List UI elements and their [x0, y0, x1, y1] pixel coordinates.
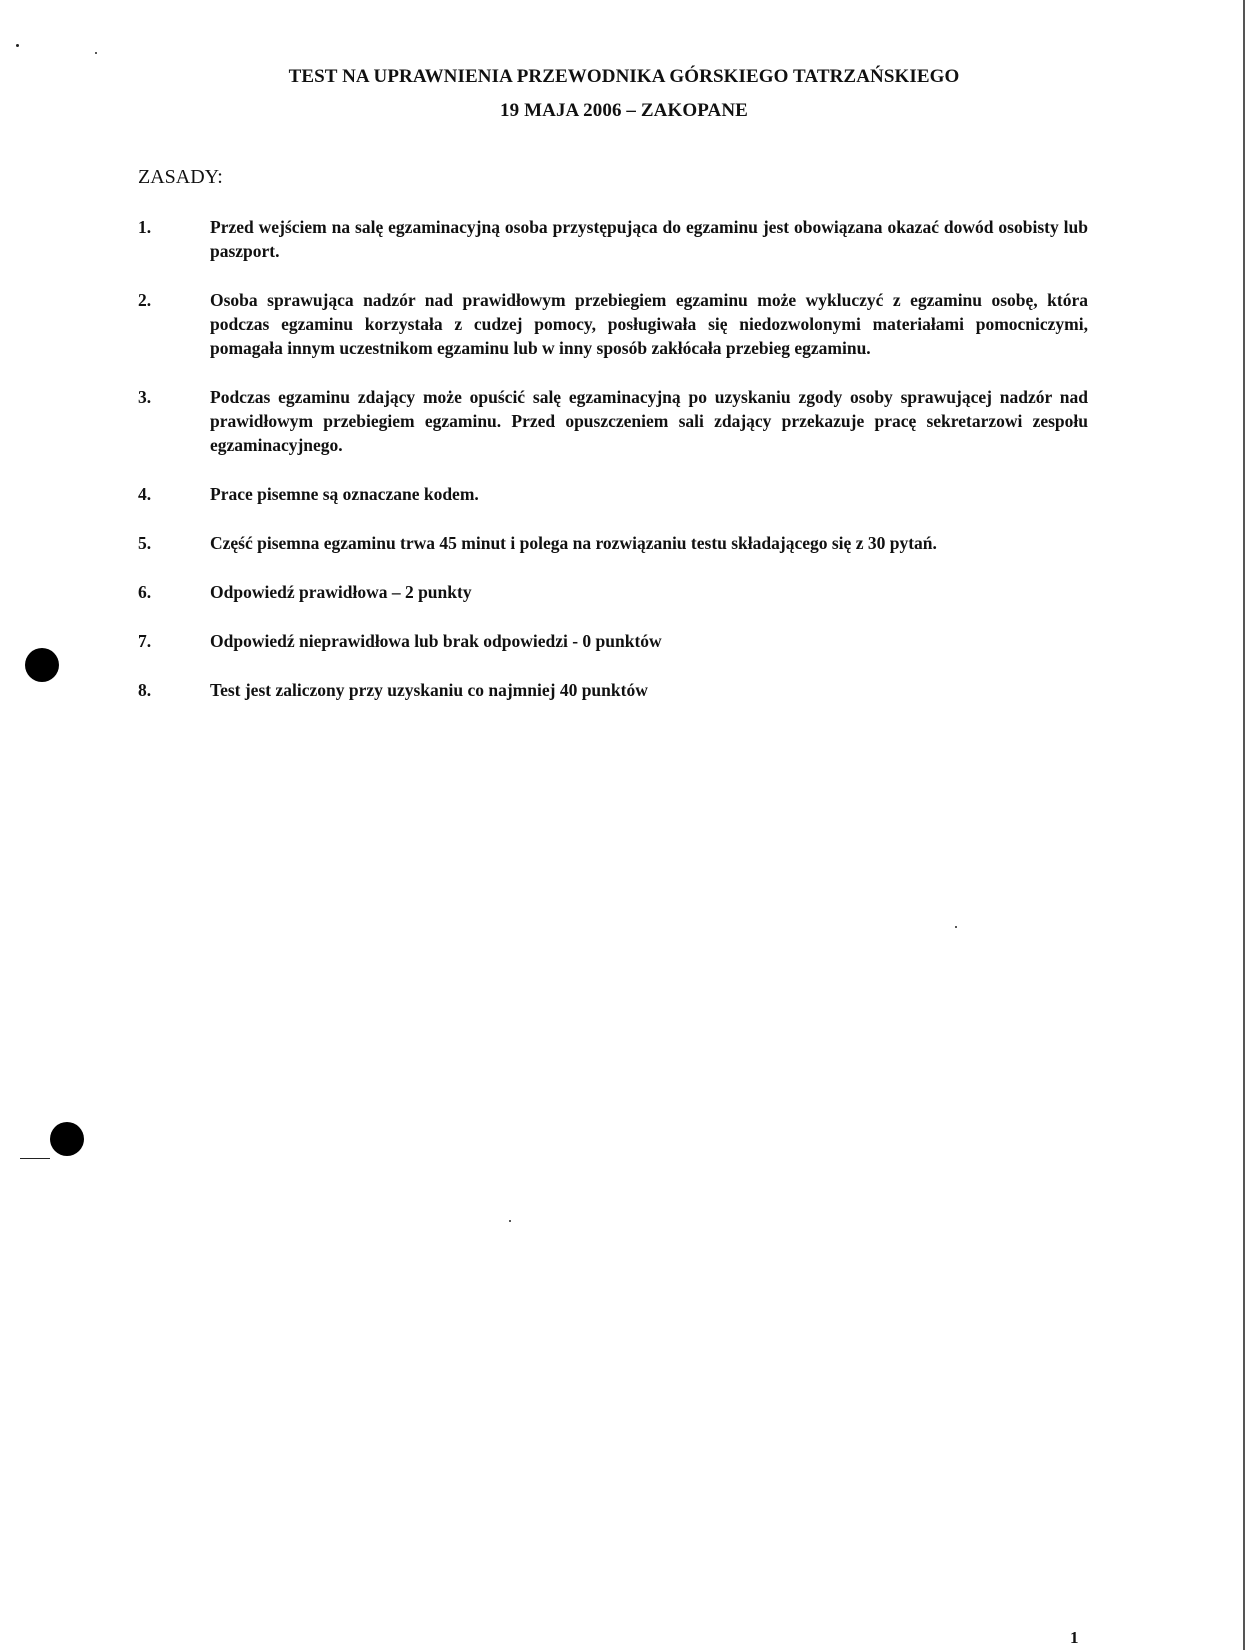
punch-hole-mark: [50, 1122, 84, 1156]
rule-item-4: [138, 482, 1088, 506]
rule-item-3: [138, 385, 1088, 457]
rule-number: 6.: [138, 582, 152, 602]
document-title: TEST NA UPRAWNIENIA PRZEWODNIKA GÓRSKIEGO TATRZAŃSKIEGO: [288, 66, 960, 87]
rule-number: 4.: [138, 484, 152, 504]
rule-number: 7.: [138, 631, 152, 651]
rule-number: 3.: [138, 387, 152, 407]
rules-list: [138, 215, 1088, 727]
scan-speck: [509, 1220, 511, 1222]
rule-text: Odpowiedź prawidłowa – 2 punkty: [210, 582, 472, 602]
rule-number: 1.: [138, 217, 152, 237]
scan-edge-line: [1243, 0, 1245, 1650]
page-number: 1: [1070, 1628, 1079, 1647]
rule-item-8: [138, 678, 1088, 702]
rule-text: Podczas egzaminu zdający może opuścić salę egzaminacyjną po uzyskaniu zgody osoby sprawującej nadzór nad prawidłowym przebiegiem egzaminu. Przed opuszczeniem sali zdający przekazuje pracę sekretarzowi zespołu egzaminacyjnego.: [210, 387, 1088, 455]
rule-text: Przed wejściem na salę egzaminacyjną osoba przystępująca do egzaminu jest obowiązana okazać dowód osobisty lub paszport.: [210, 217, 1088, 261]
rule-item-1: [138, 215, 1088, 263]
rule-text: Prace pisemne są oznaczane kodem.: [210, 484, 479, 504]
scan-speck: [16, 44, 19, 47]
rule-text: Część pisemna egzaminu trwa 45 minut i polega na rozwiązaniu testu składającego się z 30 pytań.: [210, 533, 937, 553]
rule-item-5: [138, 531, 1088, 555]
scan-speck: [20, 1158, 50, 1159]
rule-number: 5.: [138, 533, 152, 553]
rule-text: Odpowiedź nieprawidłowa lub brak odpowiedzi - 0 punktów: [210, 631, 662, 651]
rule-number: 2.: [138, 290, 152, 310]
scan-speck: [955, 926, 957, 928]
document-date-location: 19 MAJA 2006 – ZAKOPANE: [500, 100, 748, 121]
rule-item-7: [138, 629, 1088, 653]
scan-speck: [95, 52, 97, 54]
rule-item-6: [138, 580, 1088, 604]
rule-item-2: [138, 288, 1088, 360]
rule-number: 8.: [138, 680, 152, 700]
rule-text: Osoba sprawująca nadzór nad prawidłowym przebiegiem egzaminu może wykluczyć z egzaminu osobę, która podczas egzaminu korzystała z cudzej pomocy, posługiwała się niedozwolonymi materiałami pomocniczymi, pomagała innym uczestnikom egzaminu lub w inny sposób zakłócała przebieg egzaminu.: [210, 290, 1088, 358]
rule-text: Test jest zaliczony przy uzyskaniu co najmniej 40 punktów: [210, 680, 648, 700]
punch-hole-mark: [25, 648, 59, 682]
section-heading: ZASADY:: [138, 166, 223, 188]
